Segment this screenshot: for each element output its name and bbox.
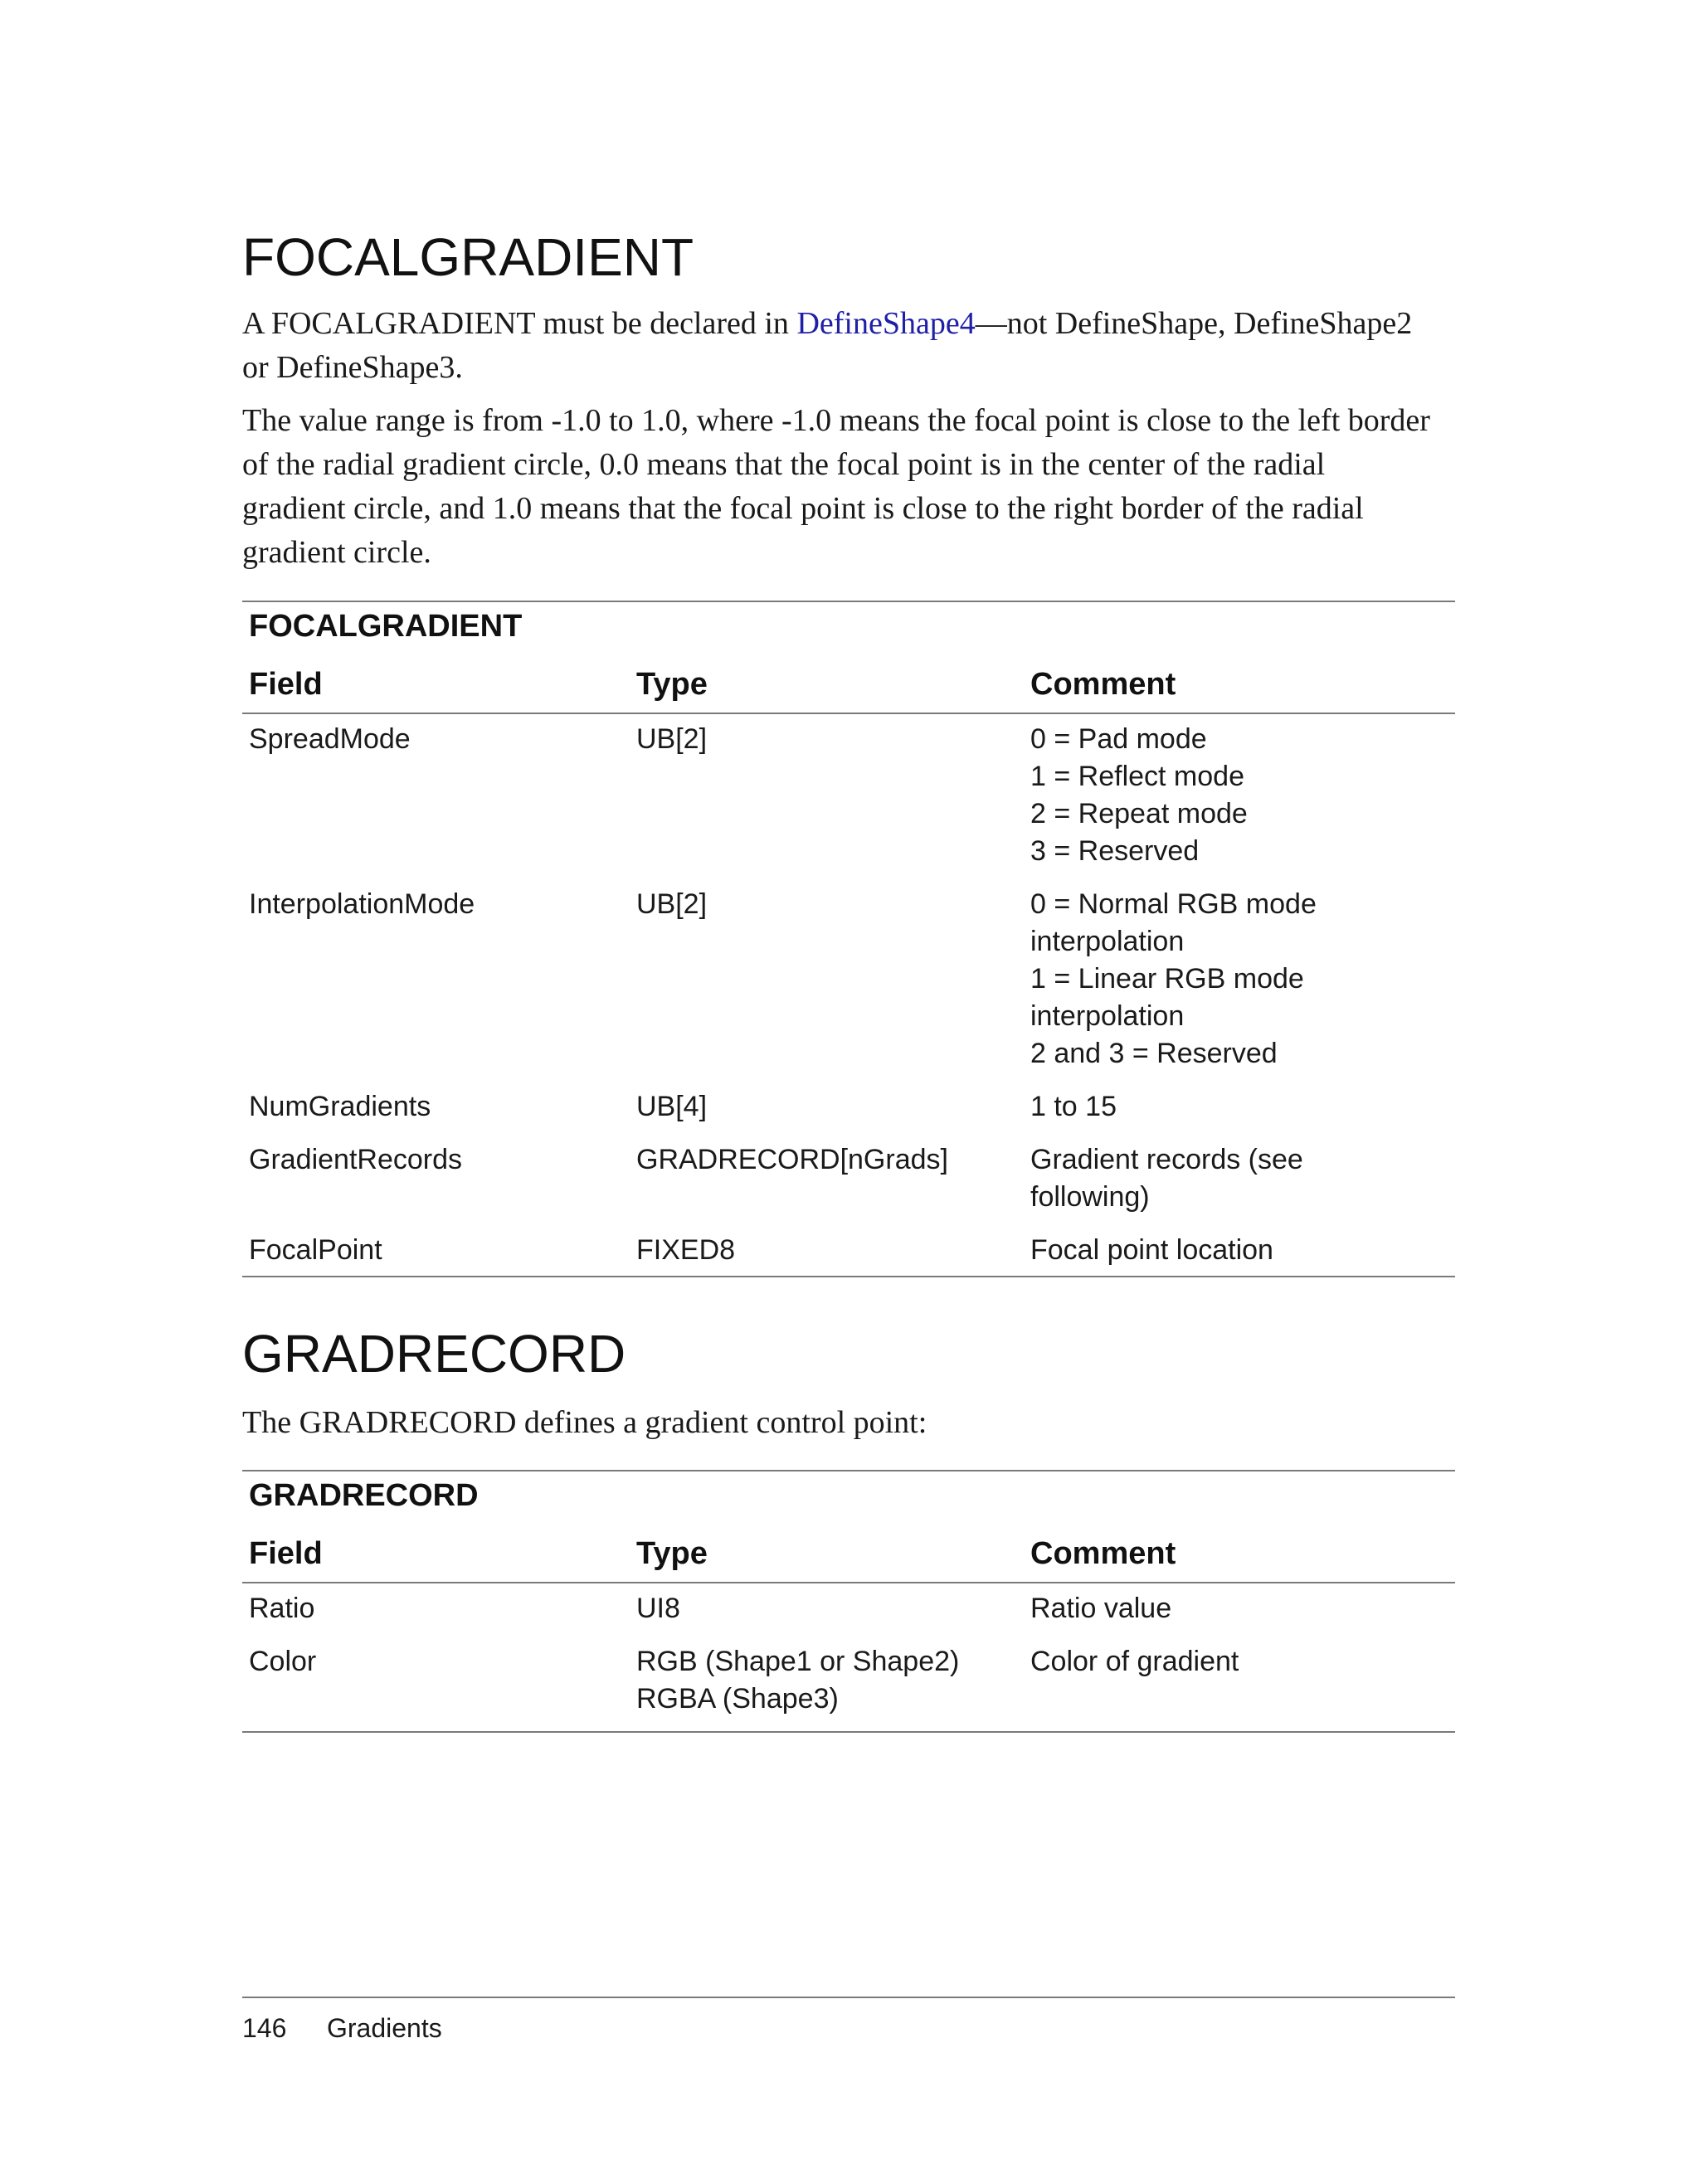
focalgradient-table xyxy=(242,601,1455,1277)
table-row xyxy=(242,1073,1455,1126)
value-range-paragraph xyxy=(242,399,1470,575)
header-field: Field xyxy=(249,667,323,702)
comment-cell: Focal point location xyxy=(1030,1234,1273,1266)
gradrecord-paragraph: The GRADRECORD defines a gradient control point: xyxy=(242,1405,927,1440)
table-row xyxy=(242,870,1455,1073)
header-type: Type xyxy=(636,667,708,702)
header-comment: Comment xyxy=(1030,1536,1176,1571)
comment-cell: 0 = Normal RGB mode interpolation 1 = Linear RGB mode interpolation 2 and 3 = Reserved xyxy=(1030,888,1317,1069)
table-caption: GRADRECORD xyxy=(249,1478,479,1513)
table-row xyxy=(242,714,1455,870)
type-cell: UI8 xyxy=(636,1593,680,1624)
type-cell: UB[2] xyxy=(636,888,708,920)
type-cell: FIXED8 xyxy=(636,1234,736,1266)
section-heading-focalgradient: FOCALGRADIENT xyxy=(242,227,694,287)
defineshape4-link[interactable]: DefineShape4 xyxy=(796,306,976,341)
field-cell: Color xyxy=(249,1646,317,1677)
field-cell: FocalPoint xyxy=(249,1234,382,1266)
intro-paragraph xyxy=(242,302,1470,390)
field-cell: NumGradients xyxy=(249,1091,431,1122)
value-range-line: gradient circle. xyxy=(242,535,431,570)
type-cell: UB[2] xyxy=(636,723,708,755)
comment-cell: Color of gradient xyxy=(1030,1646,1239,1677)
page-number: 146 xyxy=(242,2013,287,2043)
value-range-line: gradient circle, and 1.0 means that the focal point is close to the right border of the radial xyxy=(242,491,1364,526)
field-cell: SpreadMode xyxy=(249,723,411,755)
type-cell: RGB (Shape1 or Shape2) RGBA (Shape3) xyxy=(636,1646,960,1715)
table-row xyxy=(242,1583,1455,1627)
value-range-line: of the radial gradient circle, 0.0 means that the focal point is in the center of the radial xyxy=(242,447,1326,482)
type-cell: UB[4] xyxy=(636,1091,708,1122)
comment-cell: Gradient records (see following) xyxy=(1030,1144,1303,1213)
footer-section-title: Gradients xyxy=(327,2013,442,2043)
intro-text-end: —not DefineShape, DefineShape2 xyxy=(975,306,1413,341)
comment-cell: 1 to 15 xyxy=(1030,1091,1117,1122)
header-comment: Comment xyxy=(1030,667,1176,702)
table-row xyxy=(242,1126,1455,1216)
field-cell: InterpolationMode xyxy=(249,888,475,920)
table-header-row xyxy=(242,642,1455,714)
value-range-line: The value range is from -1.0 to 1.0, where -1.0 means the focal point is close to the left border xyxy=(242,403,1430,438)
footer-rule xyxy=(242,1997,1455,1998)
table-row xyxy=(242,1627,1455,1731)
gradrecord-table xyxy=(242,1470,1455,1733)
table-caption: FOCALGRADIENT xyxy=(249,609,523,644)
header-field: Field xyxy=(249,1536,323,1571)
header-type: Type xyxy=(636,1536,708,1571)
type-cell: GRADRECORD[nGrads] xyxy=(636,1144,948,1175)
field-cell: Ratio xyxy=(249,1593,315,1624)
comment-cell: Ratio value xyxy=(1030,1593,1172,1624)
page-footer xyxy=(242,2013,442,2044)
intro-text-start: A FOCALGRADIENT must be declared in xyxy=(242,306,797,341)
intro-text-line2: or DefineShape3. xyxy=(242,350,463,385)
field-cell: GradientRecords xyxy=(249,1144,463,1175)
comment-cell: 0 = Pad mode 1 = Reflect mode 2 = Repeat mode 3 = Reserved xyxy=(1030,723,1248,867)
table-header-row xyxy=(242,1511,1455,1583)
table-row xyxy=(242,1216,1455,1276)
section-heading-gradrecord: GRADRECORD xyxy=(242,1324,626,1384)
